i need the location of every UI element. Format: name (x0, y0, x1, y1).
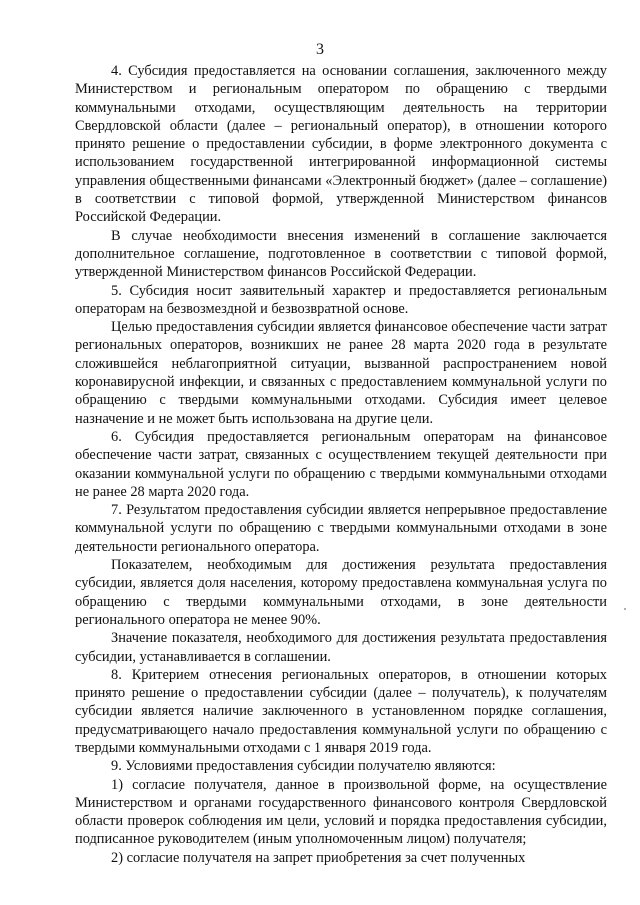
paragraph-7-subsidy-result: 7. Результатом предоставления субсидии является непрерывное предоставление коммунальной услуги по обращению с твердыми коммунальными отходами в зоне деятельности регионального оператора. (75, 502, 607, 555)
paragraph-8-criterion: 8. Критерием отнесения региональных операторов, в отношении которых принято решение о предоставлении субсидии (далее – получатель), к получателям субсидии является наличие заключенного в установленном порядке соглашения, предусматривающего начало предоставления коммунальной услуги по обращению с твердыми коммунальными отходами с 1 января 2019 года. (75, 666, 607, 756)
paragraph-indicator-value: Значение показателя, необходимого для достижения результата предоставления субсидии, устанавливается в соглашении. (75, 630, 607, 665)
paragraph-6-subsidy-provision: 6. Субсидия предоставляется региональным операторам на финансовое обеспечение части затрат, связанных с осуществлением текущей деятельности при оказании коммунальной услуги по обращению с твердыми коммунальными отходами не ранее 28 марта 2020 года. (75, 428, 607, 500)
paragraph-condition-1: 1) согласие получателя, данное в произвольной форме, на осуществление Министерством и органами государственного финансового контроля Свердловской области проверок соблюдения им цели, условий и порядка предоставления субсидии, подписанное руководителем (иным уполномоченным лицом) получателя; (75, 776, 607, 848)
paragraph-additional-agreement: В случае необходимости внесения изменений в соглашение заключается дополнительное соглашение, подготовленное в соответствии с типовой формой, утвержденной Министерством финансов Российской Федерации. (75, 227, 607, 281)
page-number: 3 (316, 41, 324, 58)
paragraph-subsidy-purpose: Целью предоставления субсидии является финансовое обеспечение части затрат региональных операторов, возникших не ранее 28 марта 2020 года в результате сложившейся неблагоприятной ситуации, вызванной распространением новой коронавирусной инфекции, и связанных с предоставлением коммунальной услуги по обращению с твердыми коммунальными отходами. Субсидия имеет целевое назначение и не может быть использована на другие цели. (75, 319, 607, 427)
paragraph-9-conditions: 9. Условиями предоставления субсидии получателю являются: (111, 758, 496, 775)
paragraph-indicator: Показателем, необходимым для достижения результата предоставления субсидии, является доля населения, которому предоставлена коммунальная услуга по обращению с твердыми коммунальными отходами, в зоне деятельности регионального оператора не менее 90%. (75, 557, 607, 628)
scan-speck (624, 608, 626, 610)
paragraph-condition-2: 2) согласие получателя на запрет приобретения за счет полученных (111, 849, 526, 866)
paragraph-4-subsidy-agreement: 4. Субсидия предоставляется на основании соглашения, заключенного между Министерством и региональным оператором по обращению с твердыми коммунальными отходами, осуществляющим деятельность на территории Свердловской области (далее – региональный оператор), в отношении которого принято решение о предоставлении субсидии, в форме электронного документа с использованием государственной интегрированной информационной системы управления общественными финансами «Электронный бюджет» (далее – соглашение) в соответствии с типовой формой, утвержденной Министерством финансов Российской Федерации. (75, 63, 607, 226)
paragraph-5-subsidy-nature: 5. Субсидия носит заявительный характер и предоставляется региональным операторам на безвозмездной и безвозвратной основе. (75, 282, 607, 317)
document-body (75, 62, 607, 867)
